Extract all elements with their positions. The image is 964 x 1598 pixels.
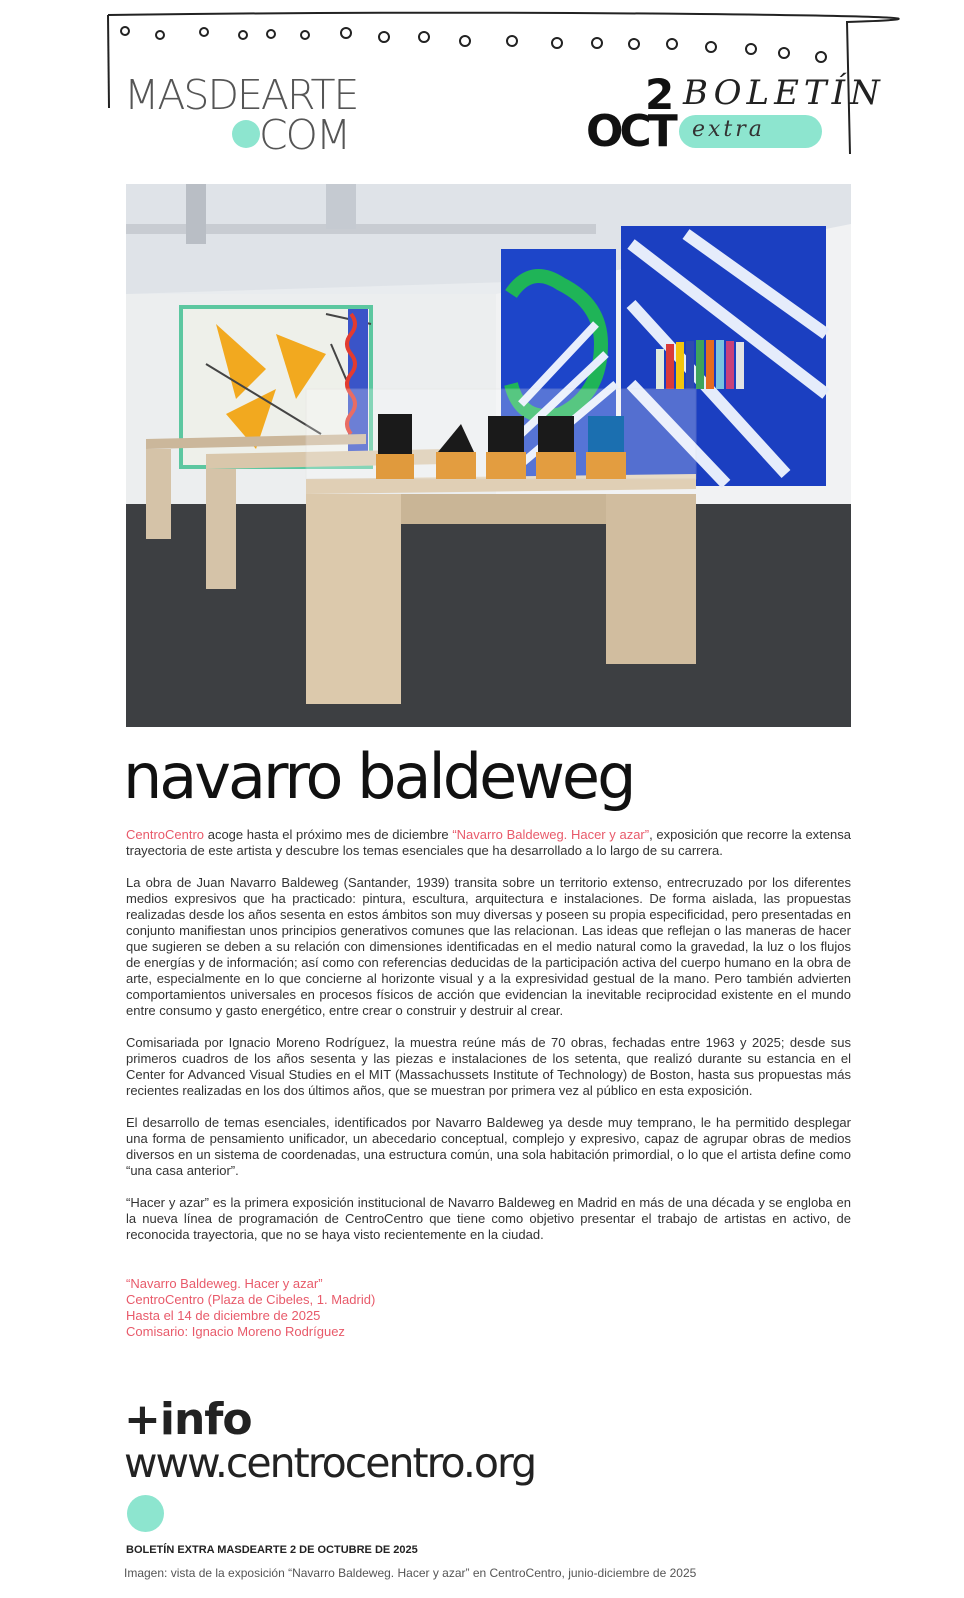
issue-day: 2 — [645, 70, 673, 119]
detail-venue[interactable]: CentroCentro (Plaza de Cibeles, 1. Madrid) — [126, 1292, 376, 1307]
exhibition-photo — [126, 184, 851, 727]
article-title: navarro baldeweg — [123, 740, 634, 813]
newsletter-label: BOLETÍN — [683, 73, 885, 113]
exhibition-link[interactable]: “Navarro Baldeweg. Hacer y azar” — [452, 827, 650, 842]
edition-line: BOLETÍN EXTRA MASDEARTE 2 DE OCTUBRE DE 2025 — [126, 1544, 418, 1556]
detail-curator: Comisario: Ignacio Moreno Rodríguez — [126, 1324, 345, 1339]
detail-dates: Hasta el 14 de diciembre de 2025 — [126, 1308, 321, 1323]
logo-wordmark[interactable]: MASDEARTE — [124, 71, 358, 119]
body-paragraph: “Hacer y azar” es la primera exposición institucional de Navarro Baldeweg en Madrid en más de una década y se engloba en la nueva línea de programación de CentroCentro que tiene como objetivo presentar el trabajo de artistas en activo, de reconocida trayectoria, que no se haya visto recientemente en la ciudad. — [126, 1195, 851, 1242]
image-caption: Imagen: vista de la exposición “Navarro Baldeweg. Hacer y azar” en CentroCentro, junio-diciembre de 2025 — [124, 1566, 697, 1580]
decorative-dot — [127, 1495, 164, 1532]
logo-domain[interactable]: COM — [259, 111, 350, 159]
extra-badge-label: extra — [692, 117, 765, 142]
exhibition-details — [126, 1276, 375, 1340]
body-paragraph: La obra de Juan Navarro Baldeweg (Santander, 1939) transita sobre un territorio extenso, entrecruzado por los diferentes medios expresivos que ha practicado: pintura, escultura, arquitectura e instalaciones. De forma aislada, las propuestas realizadas desde los años sesenta en estos ámbitos son muy diversas y poseen su propia especificidad, pero presentadas en conjunto manifiestan unos principios generativos comunes que las relacionan. Las ideas que reflejan o las maneras de hacer que sugieren se deben a su relación con dimensiones identificadas en el medio natural como la gravedad, la luz o los flujos de energías y de información; así como con referencias deducidas de la participación activa del cuerpo humano en la obra de arte, especialmente en lo que concierne al horizonte visual y a la expresividad gestual de la mano. Pero también advierten comportamientos universales en procesos físicos de acción que evidencian la inevitable reciprocidad existente en el mundo entre consumo y gasto energético, entre crear o construir y destruir al crear. — [126, 875, 851, 1018]
body-paragraph: El desarrollo de temas esenciales, identificados por Navarro Baldeweg ya desde muy temprano, le ha permitido desplegar una forma de pensamiento unificador, un abecedario conceptual, complejo y expresivo, capaz de agrupar obras de medios diversos en un sistema de coordenadas, una estructura común, una sola habitación primordial, o lo que el artista define como “una casa anterior”. — [126, 1115, 851, 1178]
intro-paragraph — [126, 827, 851, 859]
issue-month: OCT — [586, 106, 674, 157]
more-info-heading: +info — [124, 1394, 252, 1445]
logo-dot — [232, 120, 260, 148]
article-body — [126, 827, 851, 1259]
website-link[interactable]: www.centrocentro.org — [124, 1439, 536, 1487]
newsletter-header — [0, 0, 964, 175]
venue-link[interactable]: CentroCentro — [126, 827, 205, 842]
body-paragraph: Comisariada por Ignacio Moreno Rodríguez, la muestra reúne más de 70 obras, fechadas entre 1963 y 2025; desde sus primeros cuadros de los años sesenta y las piezas e instalaciones de los setenta, que realizó durante su estancia en el Center for Advanced Visual Studies en el MIT (Massachussets Institute of Technology) de Boston, hasta sus propuestas más recientes realizadas en los dos últimos años, que se muestran por primera vez al público en esta exposición. — [126, 1035, 851, 1098]
intro-text-end: , exposición que recorre la extensa trayectoria de este artista y descubre los temas esenciales que ha desarrollado a lo largo de su carrera. — [126, 827, 851, 858]
detail-title[interactable]: “Navarro Baldeweg. Hacer y azar” — [126, 1276, 323, 1291]
gallery-illustration — [126, 184, 851, 727]
intro-text: acoge hasta el próximo mes de diciembre — [204, 827, 453, 842]
